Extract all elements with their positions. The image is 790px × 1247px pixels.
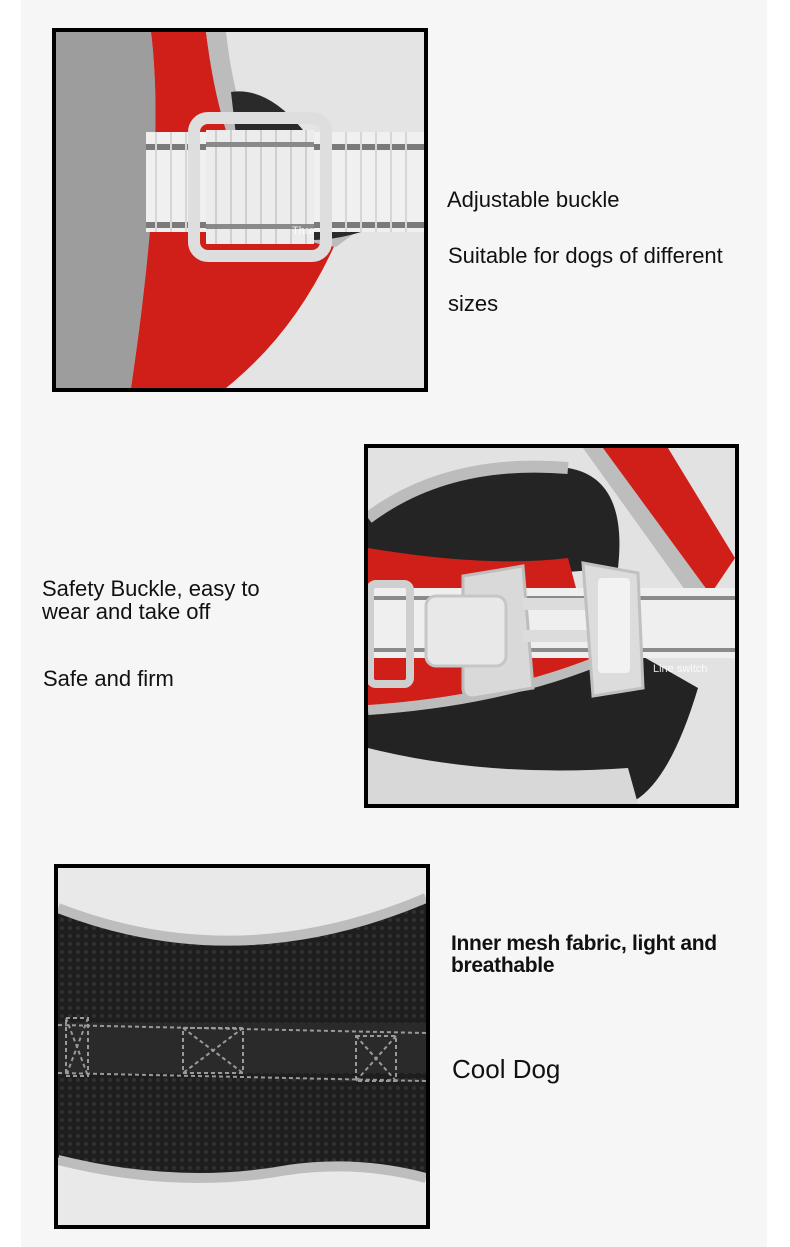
inner-mesh-photo [54, 864, 430, 1229]
safety-buckle-desc: Safe and firm [43, 666, 174, 691]
adjustable-buckle-desc-line1: Suitable for dogs of different [448, 243, 723, 268]
safety-buckle-heading-line1: Safety Buckle, easy to [42, 576, 260, 601]
inner-mesh-heading-line1: Inner mesh fabric, light and [451, 932, 717, 955]
adjustable-buckle-heading: Adjustable buckle [447, 187, 620, 212]
inner-mesh-desc: Cool Dog [452, 1054, 561, 1084]
adjustable-buckle-desc-line2: sizes [448, 291, 499, 316]
safety-buckle-photo [364, 444, 739, 808]
inner-mesh-heading-line2: breathable [451, 954, 555, 977]
adjustable-buckle-photo [52, 28, 428, 392]
svg-text:Thre: Thre [292, 225, 315, 237]
svg-text:Line switch: Line switch [653, 663, 708, 675]
safety-buckle-heading-line2: wear and take off [42, 599, 211, 624]
